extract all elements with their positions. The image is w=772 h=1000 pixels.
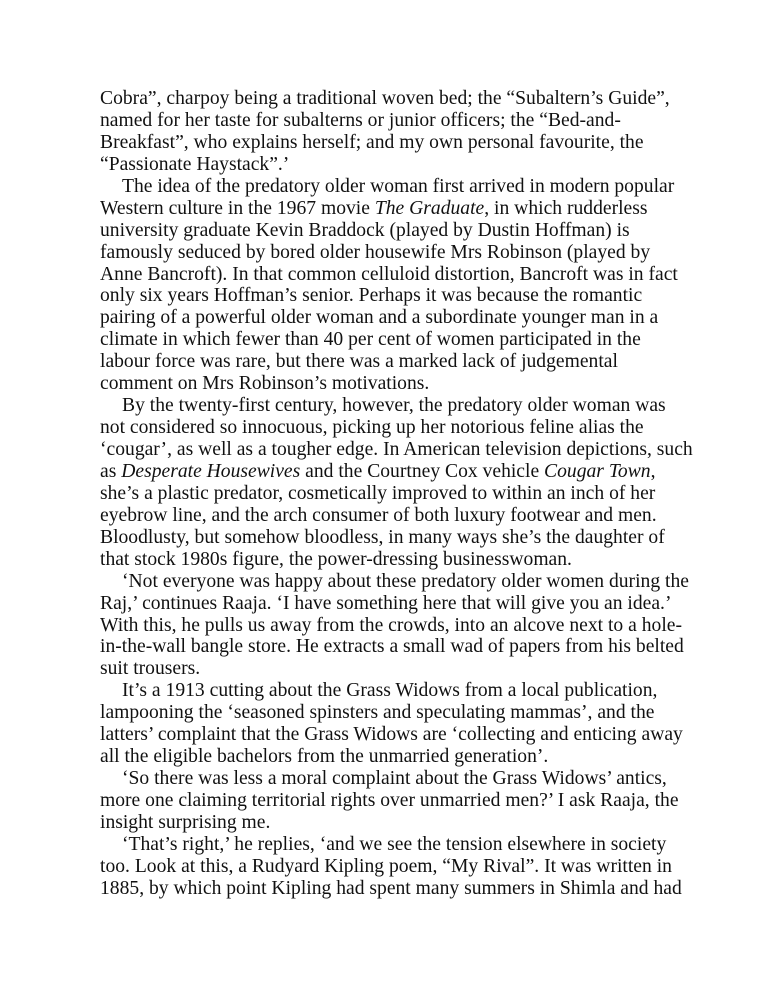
text-run: latters’ complaint that the Grass Widows are ‘collecting and enticing away bbox=[100, 724, 683, 746]
text-line bbox=[100, 285, 680, 307]
text-line bbox=[100, 373, 680, 395]
text-run: labour force was rare, but there was a marked lack of judgemental bbox=[100, 351, 618, 373]
text-line bbox=[100, 439, 693, 461]
text-line bbox=[100, 658, 680, 680]
text-run: pairing of a powerful older woman and a subordinate younger man in a bbox=[100, 307, 659, 329]
text-line bbox=[100, 527, 680, 549]
text-line bbox=[100, 176, 680, 198]
text-run: suit trousers. bbox=[100, 658, 201, 680]
text-run: Western culture in the 1967 movie bbox=[100, 197, 375, 219]
text-run: Raj,’ continues Raaja. ‘I have something here that will give you an idea.’ bbox=[100, 592, 672, 614]
text-run: ‘So there was less a moral complaint about the Grass Widows’ antics, bbox=[122, 768, 667, 790]
text-run: Cobra”, charpoy being a traditional woven bed; the “Subaltern’s Guide”, bbox=[100, 88, 670, 109]
text-run: as bbox=[100, 460, 122, 482]
text-line bbox=[100, 132, 680, 154]
text-run: ‘cougar’, as well as a tougher edge. In American television depictions, such bbox=[100, 439, 693, 460]
text-run: only six years Hoffman’s senior. Perhaps it was because the romantic bbox=[100, 285, 643, 307]
text-run: too. Look at this, a Rudyard Kipling poem, “My Rival”. It was written in bbox=[100, 855, 672, 877]
text-line bbox=[100, 505, 680, 527]
text-line bbox=[100, 417, 680, 439]
text-line bbox=[100, 395, 680, 417]
text-line bbox=[100, 264, 680, 286]
text-run: ‘Not everyone was happy about these predatory older women during the bbox=[122, 570, 689, 592]
paragraph bbox=[100, 834, 680, 900]
text-line bbox=[100, 154, 680, 176]
text-run: she’s a plastic predator, cosmetically improved to within an inch of her bbox=[100, 482, 656, 504]
text-run: named for her taste for subalterns or junior officers; the “Bed-and- bbox=[100, 109, 621, 131]
text-run: By the twenty-first century, however, the predatory older woman was bbox=[122, 395, 666, 417]
italic-title: Cougar Town bbox=[544, 460, 651, 482]
text-run: not considered so innocuous, picking up her notorious feline alias the bbox=[100, 417, 644, 439]
text-run: insight surprising me. bbox=[100, 811, 271, 833]
text-line bbox=[100, 636, 684, 658]
paragraph bbox=[100, 88, 680, 176]
text-run: eyebrow line, and the arch consumer of both luxury footwear and men. bbox=[100, 504, 657, 526]
paragraph bbox=[100, 768, 680, 834]
text-line bbox=[100, 220, 680, 242]
italic-title: Desperate Housewives bbox=[121, 460, 301, 482]
text-run: university graduate Kevin Braddock (played by Dustin Hoffman) is bbox=[100, 219, 630, 241]
text-line bbox=[100, 593, 680, 615]
text-line bbox=[100, 878, 680, 900]
paragraph bbox=[100, 570, 689, 681]
text-run: The idea of the predatory older woman first arrived in modern popular bbox=[122, 175, 675, 197]
text-run: climate in which fewer than 40 per cent of women participated in the bbox=[100, 329, 641, 351]
text-run: in-the-wall bangle store. He extracts a small wad of papers from his belted bbox=[100, 636, 684, 658]
text-line bbox=[100, 746, 680, 768]
text-line bbox=[100, 812, 680, 834]
italic-title: The Graduate bbox=[374, 197, 485, 219]
text-run: 1885, by which point Kipling had spent many summers in Shimla and had bbox=[100, 877, 682, 899]
text-line bbox=[100, 110, 680, 132]
text-run: ‘That’s right,’ he replies, ‘and we see the tension elsewhere in society bbox=[122, 833, 667, 855]
text-run: It’s a 1913 cutting about the Grass Widows from a local publication, bbox=[122, 680, 658, 702]
text-run: lampooning the ‘seasoned spinsters and speculating mammas’, and the bbox=[100, 702, 655, 724]
text-line bbox=[100, 461, 680, 483]
text-line bbox=[100, 680, 680, 702]
text-run: and the Courtney Cox vehicle bbox=[300, 460, 545, 482]
text-line bbox=[100, 790, 680, 812]
text-run: “Passionate Haystack”.’ bbox=[100, 153, 290, 175]
text-line bbox=[100, 198, 680, 220]
text-line bbox=[100, 351, 680, 373]
text-run: Breakfast”, who explains herself; and my own personal favourite, the bbox=[100, 131, 644, 153]
text-run: all the eligible bachelors from the unmarried generation’. bbox=[100, 746, 549, 768]
text-run: With this, he pulls us away from the crowds, into an alcove next to a hole- bbox=[100, 614, 682, 636]
text-run: Anne Bancroft). In that common celluloid distortion, Bancroft was in fact bbox=[100, 263, 678, 285]
text-line bbox=[100, 724, 683, 746]
body-text bbox=[100, 88, 693, 900]
text-line bbox=[100, 570, 689, 593]
text-line bbox=[100, 307, 680, 329]
text-line bbox=[100, 549, 680, 571]
text-run: that stock 1980s figure, the power-dressing businesswoman. bbox=[100, 548, 572, 570]
text-line bbox=[100, 834, 680, 856]
text-line bbox=[100, 88, 680, 110]
text-line bbox=[100, 615, 680, 637]
text-run: , in which rudderless bbox=[484, 197, 648, 219]
text-line bbox=[100, 702, 680, 724]
text-line bbox=[100, 856, 680, 878]
paragraph bbox=[100, 176, 680, 395]
text-line bbox=[100, 483, 680, 505]
text-line bbox=[100, 329, 680, 351]
text-run: Bloodlusty, but somehow bloodless, in many ways she’s the daughter of bbox=[100, 526, 665, 548]
text-run: comment on Mrs Robinson’s motivations. bbox=[100, 373, 430, 395]
text-run: more one claiming territorial rights over unmarried men?’ I ask Raaja, the bbox=[100, 790, 679, 811]
text-line bbox=[100, 768, 680, 790]
text-run: famously seduced by bored older housewife Mrs Robinson (played by bbox=[100, 241, 651, 263]
text-line bbox=[100, 242, 680, 264]
paragraph bbox=[100, 395, 693, 571]
paragraph bbox=[100, 680, 683, 768]
text-run: , bbox=[650, 460, 656, 482]
